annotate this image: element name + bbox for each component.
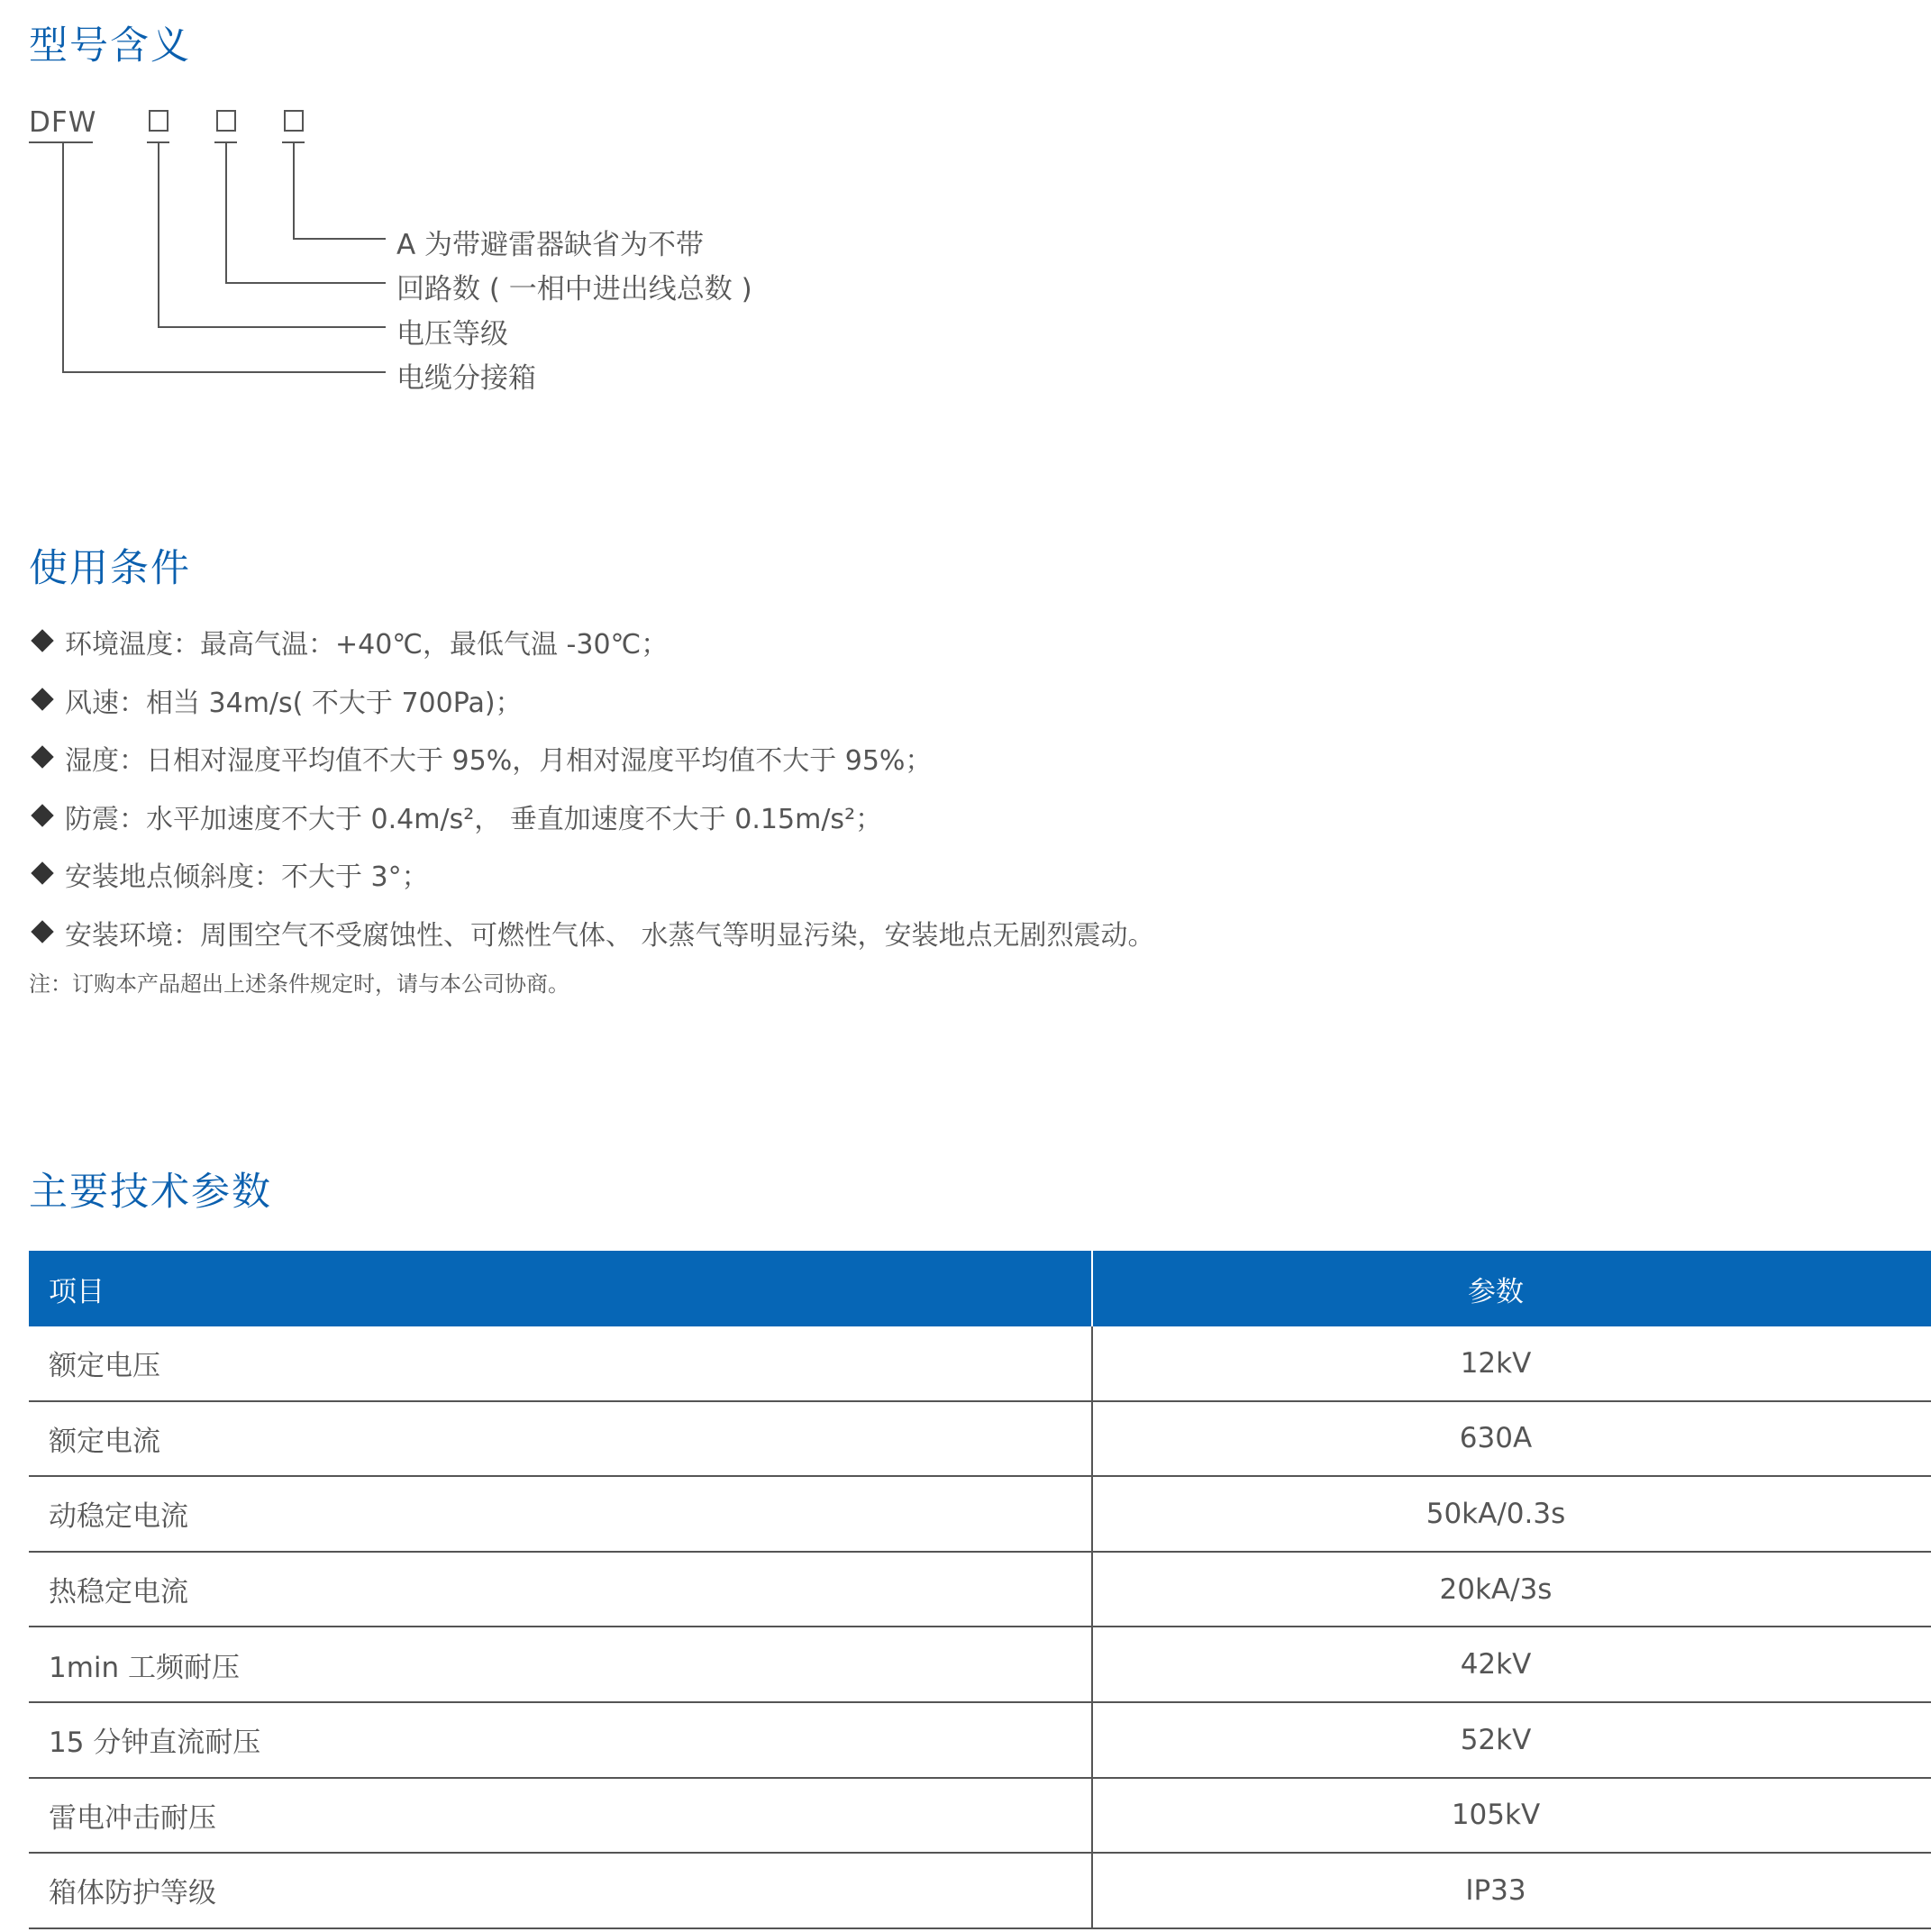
table-row	[29, 1401, 1931, 1477]
model-placeholder-box	[216, 110, 236, 132]
cell-item: 动稳定电流	[29, 1476, 1092, 1552]
condition-item	[29, 913, 1155, 971]
model-placeholder-box	[284, 110, 304, 132]
conditions-list	[29, 622, 1155, 971]
model-desc-cable-box: 电缆分接箱	[396, 362, 536, 395]
cell-item: 雷电冲击耐压	[29, 1778, 1092, 1854]
cell-value: 50kA/0.3s	[1092, 1476, 1931, 1552]
condition-text: 安装环境：周围空气不受腐蚀性、可燃性气体、 水蒸气等明显污染，安装地点无剧烈震动。	[65, 919, 1155, 952]
condition-item	[29, 680, 1155, 739]
table-row	[29, 1552, 1931, 1627]
header-value: 参数	[1092, 1251, 1931, 1326]
table-row	[29, 1326, 1931, 1401]
cell-item: 箱体防护等级	[29, 1853, 1092, 1928]
diamond-bullet-icon	[31, 745, 53, 768]
table-row	[29, 1853, 1931, 1928]
model-diagram	[0, 0, 901, 415]
cell-value: 20kA/3s	[1092, 1552, 1931, 1627]
condition-text: 环境温度：最高气温：+40℃，最低气温 -30℃；	[65, 629, 669, 661]
model-prefix: DFW	[29, 106, 97, 139]
cell-value: 12kV	[1092, 1326, 1931, 1401]
cell-item: 1min 工频耐压	[29, 1627, 1092, 1702]
conditions-title: 使用条件	[29, 546, 191, 591]
diamond-bullet-icon	[31, 920, 53, 943]
table-row	[29, 1627, 1931, 1702]
params-title: 主要技术参数	[29, 1170, 272, 1215]
condition-text: 湿度：日相对湿度平均值不大于 95%，月相对湿度平均值不大于 95%；	[65, 745, 933, 777]
cell-item: 额定电流	[29, 1401, 1092, 1477]
params-table	[29, 1251, 1931, 1929]
model-desc-voltage: 电压等级	[396, 318, 508, 351]
diamond-bullet-icon	[31, 804, 53, 826]
diamond-bullet-icon	[31, 688, 53, 710]
model-connector-lines	[0, 0, 901, 415]
header-item: 项目	[29, 1251, 1092, 1326]
table-row	[29, 1476, 1931, 1552]
cell-value: 630A	[1092, 1401, 1931, 1477]
condition-text: 安装地点倾斜度：不大于 3°；	[65, 861, 429, 893]
cell-value: 52kV	[1092, 1702, 1931, 1778]
condition-item	[29, 797, 1155, 855]
condition-text: 风速：相当 34m/s( 不大于 700Pa)；	[65, 687, 523, 719]
cell-value: IP33	[1092, 1853, 1931, 1928]
model-desc-circuits: 回路数 ( 一相中进出线总数 )	[396, 273, 752, 305]
model-placeholder-box	[149, 110, 169, 132]
diamond-bullet-icon	[31, 861, 53, 884]
cell-value: 42kV	[1092, 1627, 1931, 1702]
cell-item: 额定电压	[29, 1326, 1092, 1401]
table-row	[29, 1778, 1931, 1854]
condition-text: 防震：水平加速度不大于 0.4m/s²， 垂直加速度不大于 0.15m/s²；	[65, 803, 883, 835]
model-desc-arrester: A 为带避雷器缺省为不带	[396, 229, 705, 261]
condition-item	[29, 854, 1155, 913]
model-meaning-title: 型号含义	[29, 23, 191, 68]
cell-value: 105kV	[1092, 1778, 1931, 1854]
conditions-note: 注：订购本产品超出上述条件规定时，请与本公司协商。	[29, 971, 569, 997]
cell-item: 15 分钟直流耐压	[29, 1702, 1092, 1778]
condition-item	[29, 738, 1155, 797]
table-header-row	[29, 1251, 1931, 1326]
table-row	[29, 1702, 1931, 1778]
cell-item: 热稳定电流	[29, 1552, 1092, 1627]
condition-item	[29, 622, 1155, 680]
diamond-bullet-icon	[31, 629, 53, 652]
